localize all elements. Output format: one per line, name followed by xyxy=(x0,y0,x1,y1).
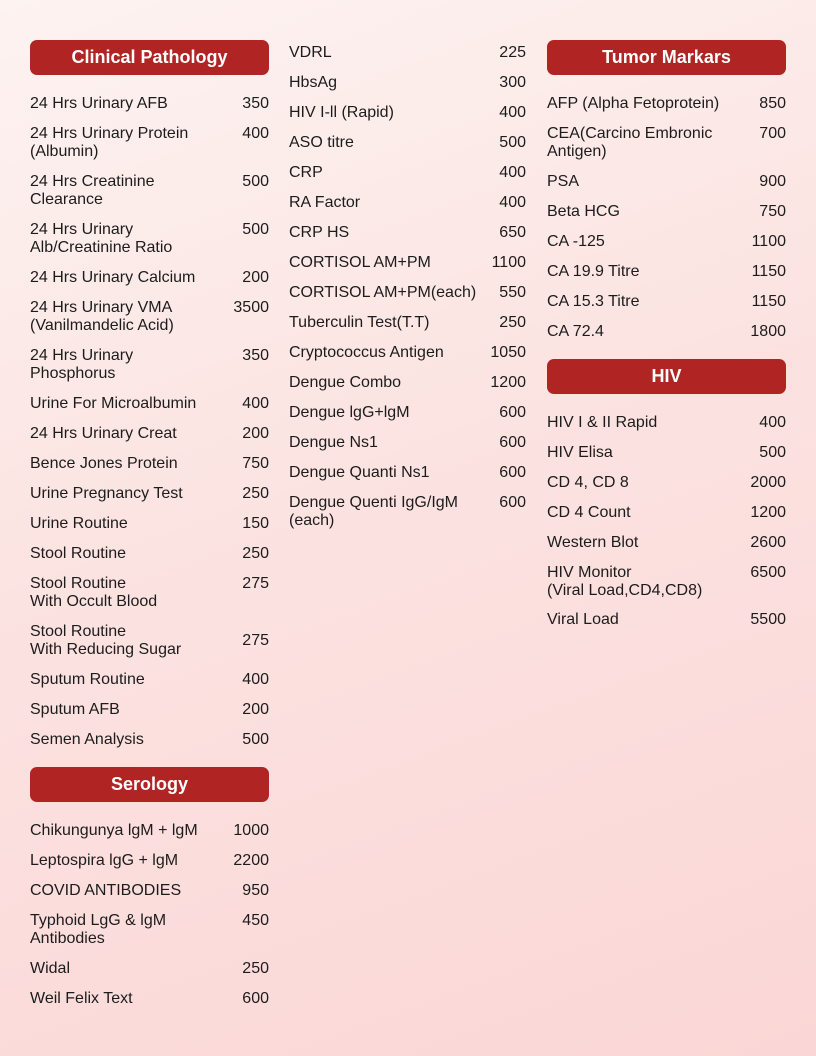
test-name: Stool Routine xyxy=(30,545,127,562)
test-name: 24 Hrs Urinary AFB xyxy=(30,95,168,112)
test-name: Western Blot xyxy=(547,534,639,551)
test-price: 600 xyxy=(499,464,526,481)
test-price: 5500 xyxy=(750,611,786,628)
test-name: HbsAg xyxy=(289,74,338,91)
test-price: 1150 xyxy=(751,263,786,280)
test-name: Dengue Quenti IgG/IgM (each) xyxy=(289,494,458,529)
test-name: Sputum Routine xyxy=(30,671,145,688)
test-name: HIV Elisa xyxy=(547,444,613,461)
test-name: Stool Routine With Occult Blood xyxy=(30,575,158,610)
test-price: 750 xyxy=(759,203,786,220)
test-name: Bence Jones Protein xyxy=(30,455,178,472)
test-name: VDRL xyxy=(289,44,332,61)
test-name: Sputum AFB xyxy=(30,701,120,718)
test-price: 600 xyxy=(499,494,526,511)
test-price: 400 xyxy=(499,104,526,121)
test-name: Widal xyxy=(30,960,71,977)
test-price: 250 xyxy=(242,960,269,977)
test-name: Tuberculin Test(T.T) xyxy=(289,314,430,331)
test-price: 250 xyxy=(499,314,526,331)
test-price: 600 xyxy=(242,990,269,1007)
test-price: 650 xyxy=(499,224,526,241)
test-name: Semen Analysis xyxy=(30,731,144,748)
test-price: 250 xyxy=(242,485,269,502)
test-name: CA 15.3 Titre xyxy=(547,293,640,310)
test-name: Leptospira lgG + lgM xyxy=(30,852,179,869)
test-name: Dengue Combo xyxy=(289,374,402,391)
test-name: 24 Hrs Creatinine Clearance xyxy=(30,173,155,208)
test-name: Weil Felix Text xyxy=(30,990,133,1007)
test-price: 2000 xyxy=(750,474,786,491)
test-name: Typhoid LgG & lgM Antibodies xyxy=(30,912,167,947)
test-name: CRP HS xyxy=(289,224,350,241)
test-price: 1800 xyxy=(750,323,786,340)
test-name: HIV Monitor (Viral Load,CD4,CD8) xyxy=(547,564,703,599)
test-name: Viral Load xyxy=(547,611,619,628)
test-price: 400 xyxy=(242,671,269,688)
test-price: 500 xyxy=(759,444,786,461)
test-name: 24 Hrs Urinary VMA (Vanilmandelic Acid) xyxy=(30,299,174,334)
test-name: HIV I-ll (Rapid) xyxy=(289,104,394,121)
serology-header: Serology xyxy=(30,767,269,802)
test-price: 900 xyxy=(759,173,786,190)
test-name: CORTISOL AM+PM xyxy=(289,254,431,271)
test-name: CA -125 xyxy=(547,233,605,250)
test-price: 2600 xyxy=(750,534,786,551)
test-price: 400 xyxy=(499,194,526,211)
test-price: 1200 xyxy=(750,504,786,521)
test-price: 350 xyxy=(242,347,269,364)
test-name: Urine For Microalbumin xyxy=(30,395,197,412)
test-price: 400 xyxy=(499,164,526,181)
test-name: Chikungunya lgM + lgM xyxy=(30,822,198,839)
test-name: CD 4, CD 8 xyxy=(547,474,629,491)
test-name: Stool Routine With Reducing Sugar xyxy=(30,623,182,658)
tumor-markers-header: Tumor Markars xyxy=(547,40,786,75)
test-price: 250 xyxy=(242,545,269,562)
test-price: 700 xyxy=(759,125,786,142)
test-name: Urine Routine xyxy=(30,515,128,532)
test-name: CRP xyxy=(289,164,323,181)
test-price: 1200 xyxy=(490,374,526,391)
test-price: 350 xyxy=(242,95,269,112)
test-price: 225 xyxy=(499,44,526,61)
test-price: 275 xyxy=(242,632,269,649)
test-price: 6500 xyxy=(750,564,786,581)
test-name: CA 72.4 xyxy=(547,323,604,340)
test-price: 500 xyxy=(242,731,269,748)
test-price: 2200 xyxy=(233,852,269,869)
test-price: 500 xyxy=(499,134,526,151)
test-price: 600 xyxy=(499,404,526,421)
test-price: 500 xyxy=(242,221,269,238)
test-price: 1100 xyxy=(751,233,786,250)
test-price: 275 xyxy=(242,575,269,592)
test-name: 24 Hrs Urinary Phosphorus xyxy=(30,347,134,382)
test-name: 24 Hrs Urinary Calcium xyxy=(30,269,196,286)
test-price: 200 xyxy=(242,701,269,718)
test-price: 300 xyxy=(499,74,526,91)
test-name: CEA(Carcino Embronic Antigen) xyxy=(547,125,713,160)
test-name: Dengue Quanti Ns1 xyxy=(289,464,430,481)
test-name: 24 Hrs Urinary Alb/Creatinine Ratio xyxy=(30,221,173,256)
test-price: 1050 xyxy=(490,344,526,361)
test-price: 950 xyxy=(242,882,269,899)
test-name: ASO titre xyxy=(289,134,354,151)
test-price: 1000 xyxy=(233,822,269,839)
test-price: 1150 xyxy=(751,293,786,310)
test-price: 1100 xyxy=(491,254,526,271)
test-name: Dengue Ns1 xyxy=(289,434,378,451)
test-name: CD 4 Count xyxy=(547,504,631,521)
test-price: 850 xyxy=(759,95,786,112)
test-name: CORTISOL AM+PM(each) xyxy=(289,284,477,301)
test-price: 550 xyxy=(499,284,526,301)
test-name: Cryptococcus Antigen xyxy=(289,344,444,361)
test-name: Beta HCG xyxy=(547,203,620,220)
test-name: 24 Hrs Urinary Protein (Albumin) xyxy=(30,125,189,160)
test-price: 450 xyxy=(242,912,269,929)
test-price: 600 xyxy=(499,434,526,451)
test-name: HIV I & II Rapid xyxy=(547,414,658,431)
test-name: PSA xyxy=(547,173,580,190)
test-name: Dengue lgG+lgM xyxy=(289,404,410,421)
clinical-pathology-header: Clinical Pathology xyxy=(30,40,269,75)
test-price: 3500 xyxy=(233,299,269,316)
test-name: Urine Pregnancy Test xyxy=(30,485,183,502)
test-name: COVID ANTIBODIES xyxy=(30,882,182,899)
test-price: 500 xyxy=(242,173,269,190)
test-name: AFP (Alpha Fetoprotein) xyxy=(547,95,720,112)
test-price: 400 xyxy=(242,125,269,142)
test-price: 750 xyxy=(242,455,269,472)
test-price: 200 xyxy=(242,269,269,286)
hiv-header: HIV xyxy=(547,359,786,394)
test-name: 24 Hrs Urinary Creat xyxy=(30,425,177,442)
test-price: 400 xyxy=(759,414,786,431)
test-price: 150 xyxy=(242,515,269,532)
test-price: 400 xyxy=(242,395,269,412)
test-name: RA Factor xyxy=(289,194,361,211)
test-name: CA 19.9 Titre xyxy=(547,263,640,280)
test-price: 200 xyxy=(242,425,269,442)
